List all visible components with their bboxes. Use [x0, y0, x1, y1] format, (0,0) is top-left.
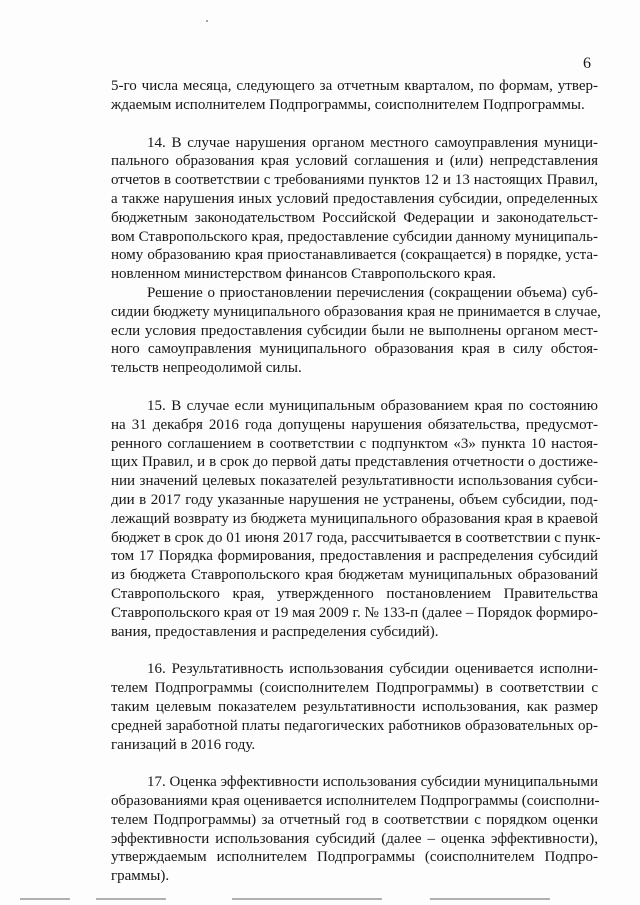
- text-line: отчетов в соответствии с требованиями пунктов 12 и 13 настоящих Правил,: [111, 172, 598, 189]
- text-line: из бюджета Ставропольского края бюджетам муниципальных образований: [111, 567, 598, 584]
- text-line: ному образованию края приостанавливается (сокращается) в порядке, уста-: [111, 247, 598, 264]
- text-line: том 17 Порядка формирования, предоставления и распределения субсидий: [111, 548, 598, 565]
- text-line: эффективности использования субсидий (далее – оценка эффективности),: [111, 830, 598, 847]
- text-line: средней заработной платы педагогических работников образовательных ор-: [111, 717, 598, 734]
- document-body: [111, 77, 601, 886]
- paragraph-continuation: [111, 77, 598, 115]
- page-number: 6: [583, 55, 591, 72]
- text-line: вания, предоставления и распределения субсидий).: [111, 623, 439, 640]
- text-line: ного самоуправления муниципального образования края в силу обстоя-: [111, 341, 598, 358]
- text-line: дии в 2017 году указанные нарушения не устранены, объем субсидии, под-: [111, 491, 598, 508]
- text-line: ганизаций в 2016 году.: [111, 736, 256, 753]
- paragraph-16: [111, 660, 598, 754]
- text-line: пального образования края условий соглашения и (или) непредставления: [111, 153, 598, 170]
- text-line: на 31 декабря 2016 года допущены нарушения обязательства, предусмот-: [111, 416, 598, 433]
- text-line: Ставропольского края, утвержденного постановлением Правительства: [111, 585, 598, 602]
- text-line: 16. Результативность использования субсидии оценивается исполни-: [147, 661, 598, 678]
- text-line: образованиями края оценивается исполнителем Подпрограммы (соисполни-: [111, 793, 600, 810]
- text-line: 15. В случае если муниципальным образованием края по состоянию: [147, 397, 598, 414]
- text-line: таким целевым показателем результативности использования, как размер: [111, 698, 598, 715]
- text-line: 17. Оценка эффективности использования субсидии муниципальными: [147, 774, 598, 791]
- text-line: телем Подпрограммы (соисполнителем Подпрограммы) в соответствии с: [111, 680, 598, 697]
- text-line: тельств непреодолимой силы.: [111, 360, 302, 377]
- text-line: вом Ставропольского края, предоставление субсидии данному муниципаль-: [111, 228, 598, 245]
- text-line: новленном министерством финансов Ставропольского края.: [111, 266, 496, 283]
- paragraph-15: [111, 397, 601, 641]
- text-line: а также нарушения иных условий предоставления субсидии, определенных: [111, 190, 598, 207]
- text-line: нии значений целевых показателей результативности использования субси-: [111, 473, 598, 490]
- text-line: ренного соглашением в соответствии с подпунктом «3» пункта 10 настоя-: [111, 435, 598, 452]
- text-line: Решение о приостановлении перечисления (сокращении объема) суб-: [147, 284, 598, 301]
- text-line: граммы).: [111, 868, 170, 885]
- text-line: утверждаемым исполнителем Подпрограммы (соисполнителем Подпро-: [111, 849, 598, 866]
- text-line: сидии бюджету муниципального образования края не принимается в случае,: [111, 303, 601, 320]
- text-line: если условия предоставления субсидии были не выполнены органом мест-: [111, 322, 598, 339]
- text-line: лежащий возврату из бюджета муниципального образования края в краевой: [111, 510, 598, 527]
- text-line: бюджетным законодательством Российской Федерации и законодательст-: [111, 209, 598, 226]
- text-line: бюджет в срок до 01 июня 2017 года, рассчитывается в соответствии с пунк-: [111, 529, 601, 546]
- scan-speck: [206, 20, 208, 22]
- text-line: 14. В случае нарушения органом местного самоуправления муници-: [147, 134, 598, 151]
- text-line: щих Правил, и в срок до первой даты представления отчетности о достиже-: [111, 454, 598, 471]
- paragraph-17: [111, 773, 598, 886]
- paragraph-14-decision: [111, 284, 601, 378]
- text-line: телем Подпрограммы) за отчетный год в соответствии с порядком оценки: [111, 811, 598, 828]
- text-line: Ставропольского края от 19 мая 2009 г. № 133-п (далее – Порядок формиро-: [111, 604, 598, 621]
- paragraph-14: [111, 134, 598, 284]
- text-line: ждаемым исполнителем Подпрограммы, соисполнителем Подпрограммы.: [111, 96, 585, 113]
- text-line: 5-го числа месяца, следующего за отчетным кварталом, по формам, утвер-: [111, 78, 598, 94]
